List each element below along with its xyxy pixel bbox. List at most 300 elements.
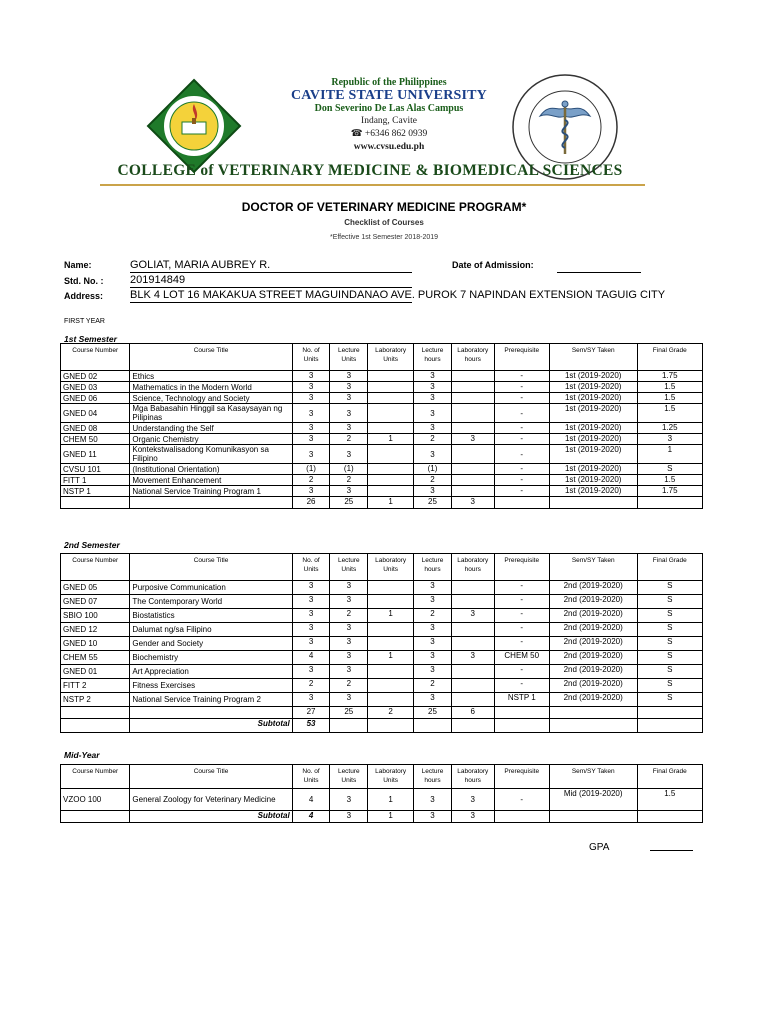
cell-prerequisite: - xyxy=(494,371,549,382)
subtotal-empty xyxy=(549,811,637,823)
cell-course-title: Organic Chemistry xyxy=(130,434,292,445)
cell-lecture-units: 3 xyxy=(330,371,368,382)
cell-units: 3 xyxy=(292,623,330,637)
cell-units: 4 xyxy=(292,651,330,665)
cell-sem-sy-taken: 2nd (2019-2020) xyxy=(549,679,637,693)
cell-sem-sy-taken: 1st (2019-2020) xyxy=(549,404,637,423)
cell-units: 2 xyxy=(292,475,330,486)
cell-lab-units xyxy=(368,464,414,475)
cell-sem-sy-taken: 1st (2019-2020) xyxy=(549,464,637,475)
cell-course-title: Mga Babasahin Hinggil sa Kasaysayan ng Pilipinas xyxy=(130,404,292,423)
col-header-lecture-hours: Lecture hours xyxy=(414,344,452,371)
name-value: GOLIAT, MARIA AUBREY R. xyxy=(130,259,412,273)
subtotal-spacer xyxy=(61,811,130,823)
cell-lecture-units: 3 xyxy=(330,393,368,404)
cell-lecture-units: 2 xyxy=(330,475,368,486)
cell-course-number: VZOO 100 xyxy=(61,789,130,811)
cell-final-grade: 1.5 xyxy=(637,393,702,404)
col-header-prerequisite: Prerequisite xyxy=(494,765,549,789)
cell-final-grade: 1.5 xyxy=(637,382,702,393)
cell-sem-sy-taken: 1st (2019-2020) xyxy=(549,434,637,445)
cell-lab-hours xyxy=(451,371,494,382)
university-seal-logo xyxy=(146,78,242,174)
midyear-table xyxy=(60,764,703,823)
table-row xyxy=(61,445,703,464)
cell-course-title: Ethics xyxy=(130,371,292,382)
cell-lecture-units: 3 xyxy=(330,637,368,651)
program-subtitle: Checklist of Courses xyxy=(344,218,424,227)
cell-final-grade: 1.5 xyxy=(637,789,702,811)
cell-final-grade: 3 xyxy=(637,434,702,445)
cell-lecture-units: 3 xyxy=(330,581,368,595)
total-prerequisite xyxy=(494,497,549,509)
cell-lecture-units: 2 xyxy=(330,679,368,693)
cell-lecture-units: 2 xyxy=(330,434,368,445)
cell-course-number: SBIO 100 xyxy=(61,609,130,623)
cell-lab-hours xyxy=(451,623,494,637)
table-row xyxy=(61,382,703,393)
total-final-grade xyxy=(637,497,702,509)
cell-prerequisite: NSTP 1 xyxy=(494,693,549,707)
sem2-table xyxy=(60,553,703,733)
cell-lab-hours xyxy=(451,637,494,651)
total-lecture-hours: 25 xyxy=(414,497,452,509)
subtotal-lecture-hours: 3 xyxy=(414,811,452,823)
cell-course-number: FITT 2 xyxy=(61,679,130,693)
cell-final-grade: S xyxy=(637,581,702,595)
cell-units: 3 xyxy=(292,371,330,382)
col-header-lab-units: Laboratory Units xyxy=(368,765,414,789)
cell-lab-units xyxy=(368,393,414,404)
cell-course-title: Understanding the Self xyxy=(130,423,292,434)
cell-lab-hours: 3 xyxy=(451,789,494,811)
cell-course-number: NSTP 1 xyxy=(61,486,130,497)
cell-lecture-hours: 3 xyxy=(414,651,452,665)
cell-lab-hours xyxy=(451,665,494,679)
cell-lecture-hours: 2 xyxy=(414,475,452,486)
cell-lab-units xyxy=(368,445,414,464)
cell-prerequisite: - xyxy=(494,475,549,486)
table-row xyxy=(61,693,703,707)
cell-prerequisite: - xyxy=(494,464,549,475)
cell-final-grade: S xyxy=(637,651,702,665)
cell-lecture-units: 3 xyxy=(330,665,368,679)
cell-prerequisite: - xyxy=(494,789,549,811)
cell-course-number: GNED 04 xyxy=(61,404,130,423)
col-header-prerequisite: Prerequisite xyxy=(494,554,549,581)
cell-units: 4 xyxy=(292,789,330,811)
col-header-course-number: Course Number xyxy=(61,344,130,371)
cell-lab-hours xyxy=(451,475,494,486)
col-header-lecture-units: Lecture Units xyxy=(330,344,368,371)
cell-sem-sy-taken: 1st (2019-2020) xyxy=(549,486,637,497)
cell-units: 3 xyxy=(292,637,330,651)
cell-course-title: Science, Technology and Society xyxy=(130,393,292,404)
cell-units: 3 xyxy=(292,609,330,623)
cell-prerequisite: - xyxy=(494,393,549,404)
midyear-label: Mid-Year xyxy=(64,750,100,760)
cell-final-grade: S xyxy=(637,637,702,651)
subtotal-empty xyxy=(330,719,368,733)
cell-sem-sy-taken: 2nd (2019-2020) xyxy=(549,595,637,609)
col-header-lecture-hours: Lecture hours xyxy=(414,554,452,581)
total-lab-hours: 3 xyxy=(451,497,494,509)
sem2-label: 2nd Semester xyxy=(64,540,120,550)
cell-lecture-units: 3 xyxy=(330,423,368,434)
totals-row xyxy=(61,497,703,509)
cell-final-grade: S xyxy=(637,623,702,637)
cell-course-title: Biochemistry xyxy=(130,651,292,665)
total-sem-sy-taken xyxy=(549,707,637,719)
total-lecture-units: 25 xyxy=(330,707,368,719)
subtotal-empty xyxy=(494,811,549,823)
cell-prerequisite: - xyxy=(494,445,549,464)
cell-lab-units: 1 xyxy=(368,789,414,811)
table-row xyxy=(61,464,703,475)
cell-lab-hours xyxy=(451,382,494,393)
cell-final-grade: 1.75 xyxy=(637,371,702,382)
cell-course-title: Biostatistics xyxy=(130,609,292,623)
cell-course-title: Dalumat ng/sa Filipino xyxy=(130,623,292,637)
cell-lecture-hours: 3 xyxy=(414,789,452,811)
total-prerequisite xyxy=(494,707,549,719)
cell-lab-units xyxy=(368,486,414,497)
cell-units: 3 xyxy=(292,693,330,707)
cell-prerequisite: - xyxy=(494,609,549,623)
cell-sem-sy-taken: 2nd (2019-2020) xyxy=(549,623,637,637)
cell-lecture-hours: 3 xyxy=(414,581,452,595)
college-name: COLLEGE of VETERINARY MEDICINE & BIOMEDICAL SCIENCES xyxy=(117,162,623,179)
admission-value xyxy=(557,259,641,273)
table-row xyxy=(61,371,703,382)
cell-prerequisite: CHEM 50 xyxy=(494,651,549,665)
cell-sem-sy-taken: Mid (2019-2020) xyxy=(549,789,637,811)
cell-lecture-units: 3 xyxy=(330,595,368,609)
cell-units: 3 xyxy=(292,434,330,445)
cell-lecture-hours: 3 xyxy=(414,637,452,651)
col-header-course-number: Course Number xyxy=(61,554,130,581)
col-header-lab-units: Laboratory Units xyxy=(368,554,414,581)
col-header-units: No. of Units xyxy=(292,765,330,789)
table-row xyxy=(61,679,703,693)
cell-sem-sy-taken: 1st (2019-2020) xyxy=(549,393,637,404)
cell-sem-sy-taken: 1st (2019-2020) xyxy=(549,382,637,393)
cell-prerequisite: - xyxy=(494,404,549,423)
table-row xyxy=(61,434,703,445)
cell-lab-units: 1 xyxy=(368,434,414,445)
table-row xyxy=(61,651,703,665)
cell-lab-units: 1 xyxy=(368,651,414,665)
col-header-lecture-units: Lecture Units xyxy=(330,765,368,789)
subtotal-lab-units: 1 xyxy=(368,811,414,823)
cell-lecture-units: 3 xyxy=(330,623,368,637)
cell-lecture-units: 3 xyxy=(330,382,368,393)
table-row xyxy=(61,609,703,623)
cell-lab-units: 1 xyxy=(368,609,414,623)
total-lab-units: 2 xyxy=(368,707,414,719)
table-row xyxy=(61,404,703,423)
cell-units: 3 xyxy=(292,595,330,609)
cell-final-grade: S xyxy=(637,679,702,693)
table-row xyxy=(61,637,703,651)
cell-final-grade: S xyxy=(637,693,702,707)
cell-lab-hours: 3 xyxy=(451,651,494,665)
cell-units: 3 xyxy=(292,404,330,423)
cell-lab-units xyxy=(368,371,414,382)
cell-lecture-hours: 3 xyxy=(414,404,452,423)
cell-prerequisite: - xyxy=(494,382,549,393)
cell-final-grade: S xyxy=(637,665,702,679)
cell-course-title: Fitness Exercises xyxy=(130,679,292,693)
col-header-lab-units: Laboratory Units xyxy=(368,344,414,371)
cell-lab-hours xyxy=(451,595,494,609)
cell-prerequisite: - xyxy=(494,679,549,693)
website-text: www.cvsu.edu.ph xyxy=(353,142,425,152)
cell-course-number: GNED 03 xyxy=(61,382,130,393)
address-label: Address: xyxy=(64,291,104,301)
cell-sem-sy-taken: 2nd (2019-2020) xyxy=(549,665,637,679)
subtotal-empty xyxy=(414,719,452,733)
university-header xyxy=(270,76,508,154)
col-header-lab-hours: Laboratory hours xyxy=(451,554,494,581)
subtotal-row xyxy=(61,719,703,733)
cell-units: (1) xyxy=(292,464,330,475)
subtotal-row xyxy=(61,811,703,823)
cell-units: 3 xyxy=(292,445,330,464)
cell-prerequisite: - xyxy=(494,637,549,651)
table-row xyxy=(61,423,703,434)
table-row xyxy=(61,393,703,404)
cell-lab-units xyxy=(368,404,414,423)
col-header-lecture-units: Lecture Units xyxy=(330,554,368,581)
cell-units: 3 xyxy=(292,486,330,497)
cell-sem-sy-taken: 2nd (2019-2020) xyxy=(549,693,637,707)
cell-lab-hours xyxy=(451,464,494,475)
total-lab-units: 1 xyxy=(368,497,414,509)
cell-lab-units xyxy=(368,382,414,393)
cell-lecture-hours: 3 xyxy=(414,486,452,497)
cell-prerequisite: - xyxy=(494,595,549,609)
cell-course-title: Gender and Society xyxy=(130,637,292,651)
total-lab-hours: 6 xyxy=(451,707,494,719)
cell-lecture-hours: 3 xyxy=(414,371,452,382)
cell-course-number: GNED 11 xyxy=(61,445,130,464)
col-header-lab-hours: Laboratory hours xyxy=(451,344,494,371)
cell-sem-sy-taken: 2nd (2019-2020) xyxy=(549,609,637,623)
cell-course-title: Purposive Communication xyxy=(130,581,292,595)
cell-course-number: GNED 05 xyxy=(61,581,130,595)
cell-lecture-hours: (1) xyxy=(414,464,452,475)
campus-name: Don Severino De Las Alas Campus xyxy=(314,103,464,114)
town-text: Indang, Cavite xyxy=(361,116,417,126)
cell-course-number: CVSU 101 xyxy=(61,464,130,475)
col-header-course-title: Course Title xyxy=(130,554,292,581)
cell-final-grade: 1.25 xyxy=(637,423,702,434)
cell-lecture-hours: 3 xyxy=(414,423,452,434)
phone-icon: ☎ xyxy=(350,129,365,139)
cell-lecture-units: 2 xyxy=(330,609,368,623)
table-row xyxy=(61,623,703,637)
total-course-number xyxy=(61,497,130,509)
cell-final-grade: S xyxy=(637,609,702,623)
table-row xyxy=(61,789,703,811)
cell-course-title: National Service Training Program 2 xyxy=(130,693,292,707)
col-header-course-number: Course Number xyxy=(61,765,130,789)
cell-lecture-hours: 2 xyxy=(414,434,452,445)
cell-lecture-units: 3 xyxy=(330,486,368,497)
cell-course-title: Movement Enhancement xyxy=(130,475,292,486)
cell-lecture-units: 3 xyxy=(330,445,368,464)
total-course-number xyxy=(61,707,130,719)
total-lecture-hours: 25 xyxy=(414,707,452,719)
col-header-final-grade: Final Grade xyxy=(637,344,702,371)
cell-course-title: General Zoology for Veterinary Medicine xyxy=(130,789,292,811)
sem1-label: 1st Semester xyxy=(64,334,117,344)
std-no-label: Std. No. : xyxy=(64,276,104,286)
col-header-course-title: Course Title xyxy=(130,765,292,789)
cell-sem-sy-taken: 1st (2019-2020) xyxy=(549,445,637,464)
cell-lecture-hours: 3 xyxy=(414,393,452,404)
cell-sem-sy-taken: 1st (2019-2020) xyxy=(549,423,637,434)
cell-lab-hours xyxy=(451,404,494,423)
col-header-units: No. of Units xyxy=(292,554,330,581)
col-header-units: No. of Units xyxy=(292,344,330,371)
cell-course-number: NSTP 2 xyxy=(61,693,130,707)
cell-prerequisite: - xyxy=(494,434,549,445)
cell-final-grade: 1.75 xyxy=(637,486,702,497)
program-effective: *Effective 1st Semester 2018-2019 xyxy=(329,234,439,241)
table-row xyxy=(61,486,703,497)
cell-lecture-hours: 3 xyxy=(414,382,452,393)
cell-course-number: GNED 10 xyxy=(61,637,130,651)
cell-lab-units xyxy=(368,679,414,693)
cell-lecture-units: 3 xyxy=(330,789,368,811)
cell-course-number: CHEM 50 xyxy=(61,434,130,445)
name-label: Name: xyxy=(64,260,92,270)
cell-final-grade: S xyxy=(637,464,702,475)
cell-lab-hours xyxy=(451,581,494,595)
cell-lab-hours xyxy=(451,423,494,434)
subtotal-units: 4 xyxy=(292,811,330,823)
total-sem-sy-taken xyxy=(549,497,637,509)
total-units: 26 xyxy=(292,497,330,509)
subtotal-empty xyxy=(451,719,494,733)
cell-course-title: Mathematics in the Modern World xyxy=(130,382,292,393)
cell-lab-hours xyxy=(451,445,494,464)
cell-lecture-hours: 3 xyxy=(414,595,452,609)
col-header-sem-sy-taken: Sem/SY Taken xyxy=(549,765,637,789)
total-final-grade xyxy=(637,707,702,719)
admission-label: Date of Admission: xyxy=(452,260,534,270)
total-course-title xyxy=(130,707,292,719)
cell-sem-sy-taken: 1st (2019-2020) xyxy=(549,475,637,486)
cell-final-grade: 1.5 xyxy=(637,475,702,486)
subtotal-lecture-units: 3 xyxy=(330,811,368,823)
col-header-sem-sy-taken: Sem/SY Taken xyxy=(549,344,637,371)
gpa-value-line xyxy=(650,850,693,851)
total-units: 27 xyxy=(292,707,330,719)
cell-lab-hours xyxy=(451,693,494,707)
col-header-lab-hours: Laboratory hours xyxy=(451,765,494,789)
cell-sem-sy-taken: 1st (2019-2020) xyxy=(549,371,637,382)
col-header-course-title: Course Title xyxy=(130,344,292,371)
subtotal-value: 53 xyxy=(292,719,330,733)
subtotal-label: Subtotal xyxy=(130,719,292,733)
total-course-title xyxy=(130,497,292,509)
cell-course-title: The Contemporary World xyxy=(130,595,292,609)
col-header-final-grade: Final Grade xyxy=(637,765,702,789)
cell-units: 3 xyxy=(292,423,330,434)
cell-units: 3 xyxy=(292,665,330,679)
cell-lab-units xyxy=(368,423,414,434)
subtotal-empty xyxy=(368,719,414,733)
cell-lecture-units: 3 xyxy=(330,651,368,665)
std-no-value: 201914849 xyxy=(130,274,412,288)
cell-lecture-units: 3 xyxy=(330,404,368,423)
cell-course-title: Kontekstwalisadong Komunikasyon sa Filipino xyxy=(130,445,292,464)
cell-lab-units xyxy=(368,637,414,651)
col-header-sem-sy-taken: Sem/SY Taken xyxy=(549,554,637,581)
cell-course-number: GNED 02 xyxy=(61,371,130,382)
cell-units: 3 xyxy=(292,382,330,393)
cell-units: 3 xyxy=(292,581,330,595)
cell-lecture-units: 3 xyxy=(330,693,368,707)
cell-lecture-hours: 3 xyxy=(414,623,452,637)
cell-lecture-hours: 3 xyxy=(414,665,452,679)
cell-course-title: Art Appreciation xyxy=(130,665,292,679)
cell-lecture-units: (1) xyxy=(330,464,368,475)
cell-lab-units xyxy=(368,475,414,486)
cell-course-number: FITT 1 xyxy=(61,475,130,486)
cell-units: 2 xyxy=(292,679,330,693)
cell-lab-hours xyxy=(451,486,494,497)
cell-final-grade: 1.5 xyxy=(637,404,702,423)
cell-sem-sy-taken: 2nd (2019-2020) xyxy=(549,637,637,651)
cell-prerequisite: - xyxy=(494,486,549,497)
subtotal-label: Subtotal xyxy=(130,811,292,823)
university-name: CAVITE STATE UNIVERSITY xyxy=(291,88,487,103)
cell-lab-units xyxy=(368,581,414,595)
cell-lab-units xyxy=(368,665,414,679)
cell-lecture-hours: 2 xyxy=(414,609,452,623)
header-divider xyxy=(100,184,645,186)
phone-text: ☎ +6346 862 0939 xyxy=(350,129,428,139)
table-row xyxy=(61,595,703,609)
republic-text: Republic of the Philippines xyxy=(331,77,447,88)
cell-lab-hours: 3 xyxy=(451,434,494,445)
cell-final-grade: S xyxy=(637,595,702,609)
cell-lab-units xyxy=(368,693,414,707)
totals-row xyxy=(61,707,703,719)
cell-prerequisite: - xyxy=(494,623,549,637)
subtotal-empty xyxy=(637,811,702,823)
cell-course-title: (Institutional Orientation) xyxy=(130,464,292,475)
cell-course-number: GNED 07 xyxy=(61,595,130,609)
year-label: FIRST YEAR xyxy=(64,318,105,325)
cell-course-number: CHEM 55 xyxy=(61,651,130,665)
cell-course-number: GNED 12 xyxy=(61,623,130,637)
table-row xyxy=(61,581,703,595)
address-value: BLK 4 LOT 16 MAKAKUA STREET MAGUINDANAO AVE. PUROK 7 NAPINDAN EXTENSION TAGUIG CITY xyxy=(130,289,666,301)
subtotal-lab-hours: 3 xyxy=(451,811,494,823)
cell-lab-hours xyxy=(451,679,494,693)
cell-course-title: National Service Training Program 1 xyxy=(130,486,292,497)
table-row xyxy=(61,475,703,486)
sem1-table xyxy=(60,343,703,509)
cell-sem-sy-taken: 2nd (2019-2020) xyxy=(549,581,637,595)
col-header-prerequisite: Prerequisite xyxy=(494,344,549,371)
program-title: DOCTOR OF VETERINARY MEDICINE PROGRAM* xyxy=(241,200,527,214)
